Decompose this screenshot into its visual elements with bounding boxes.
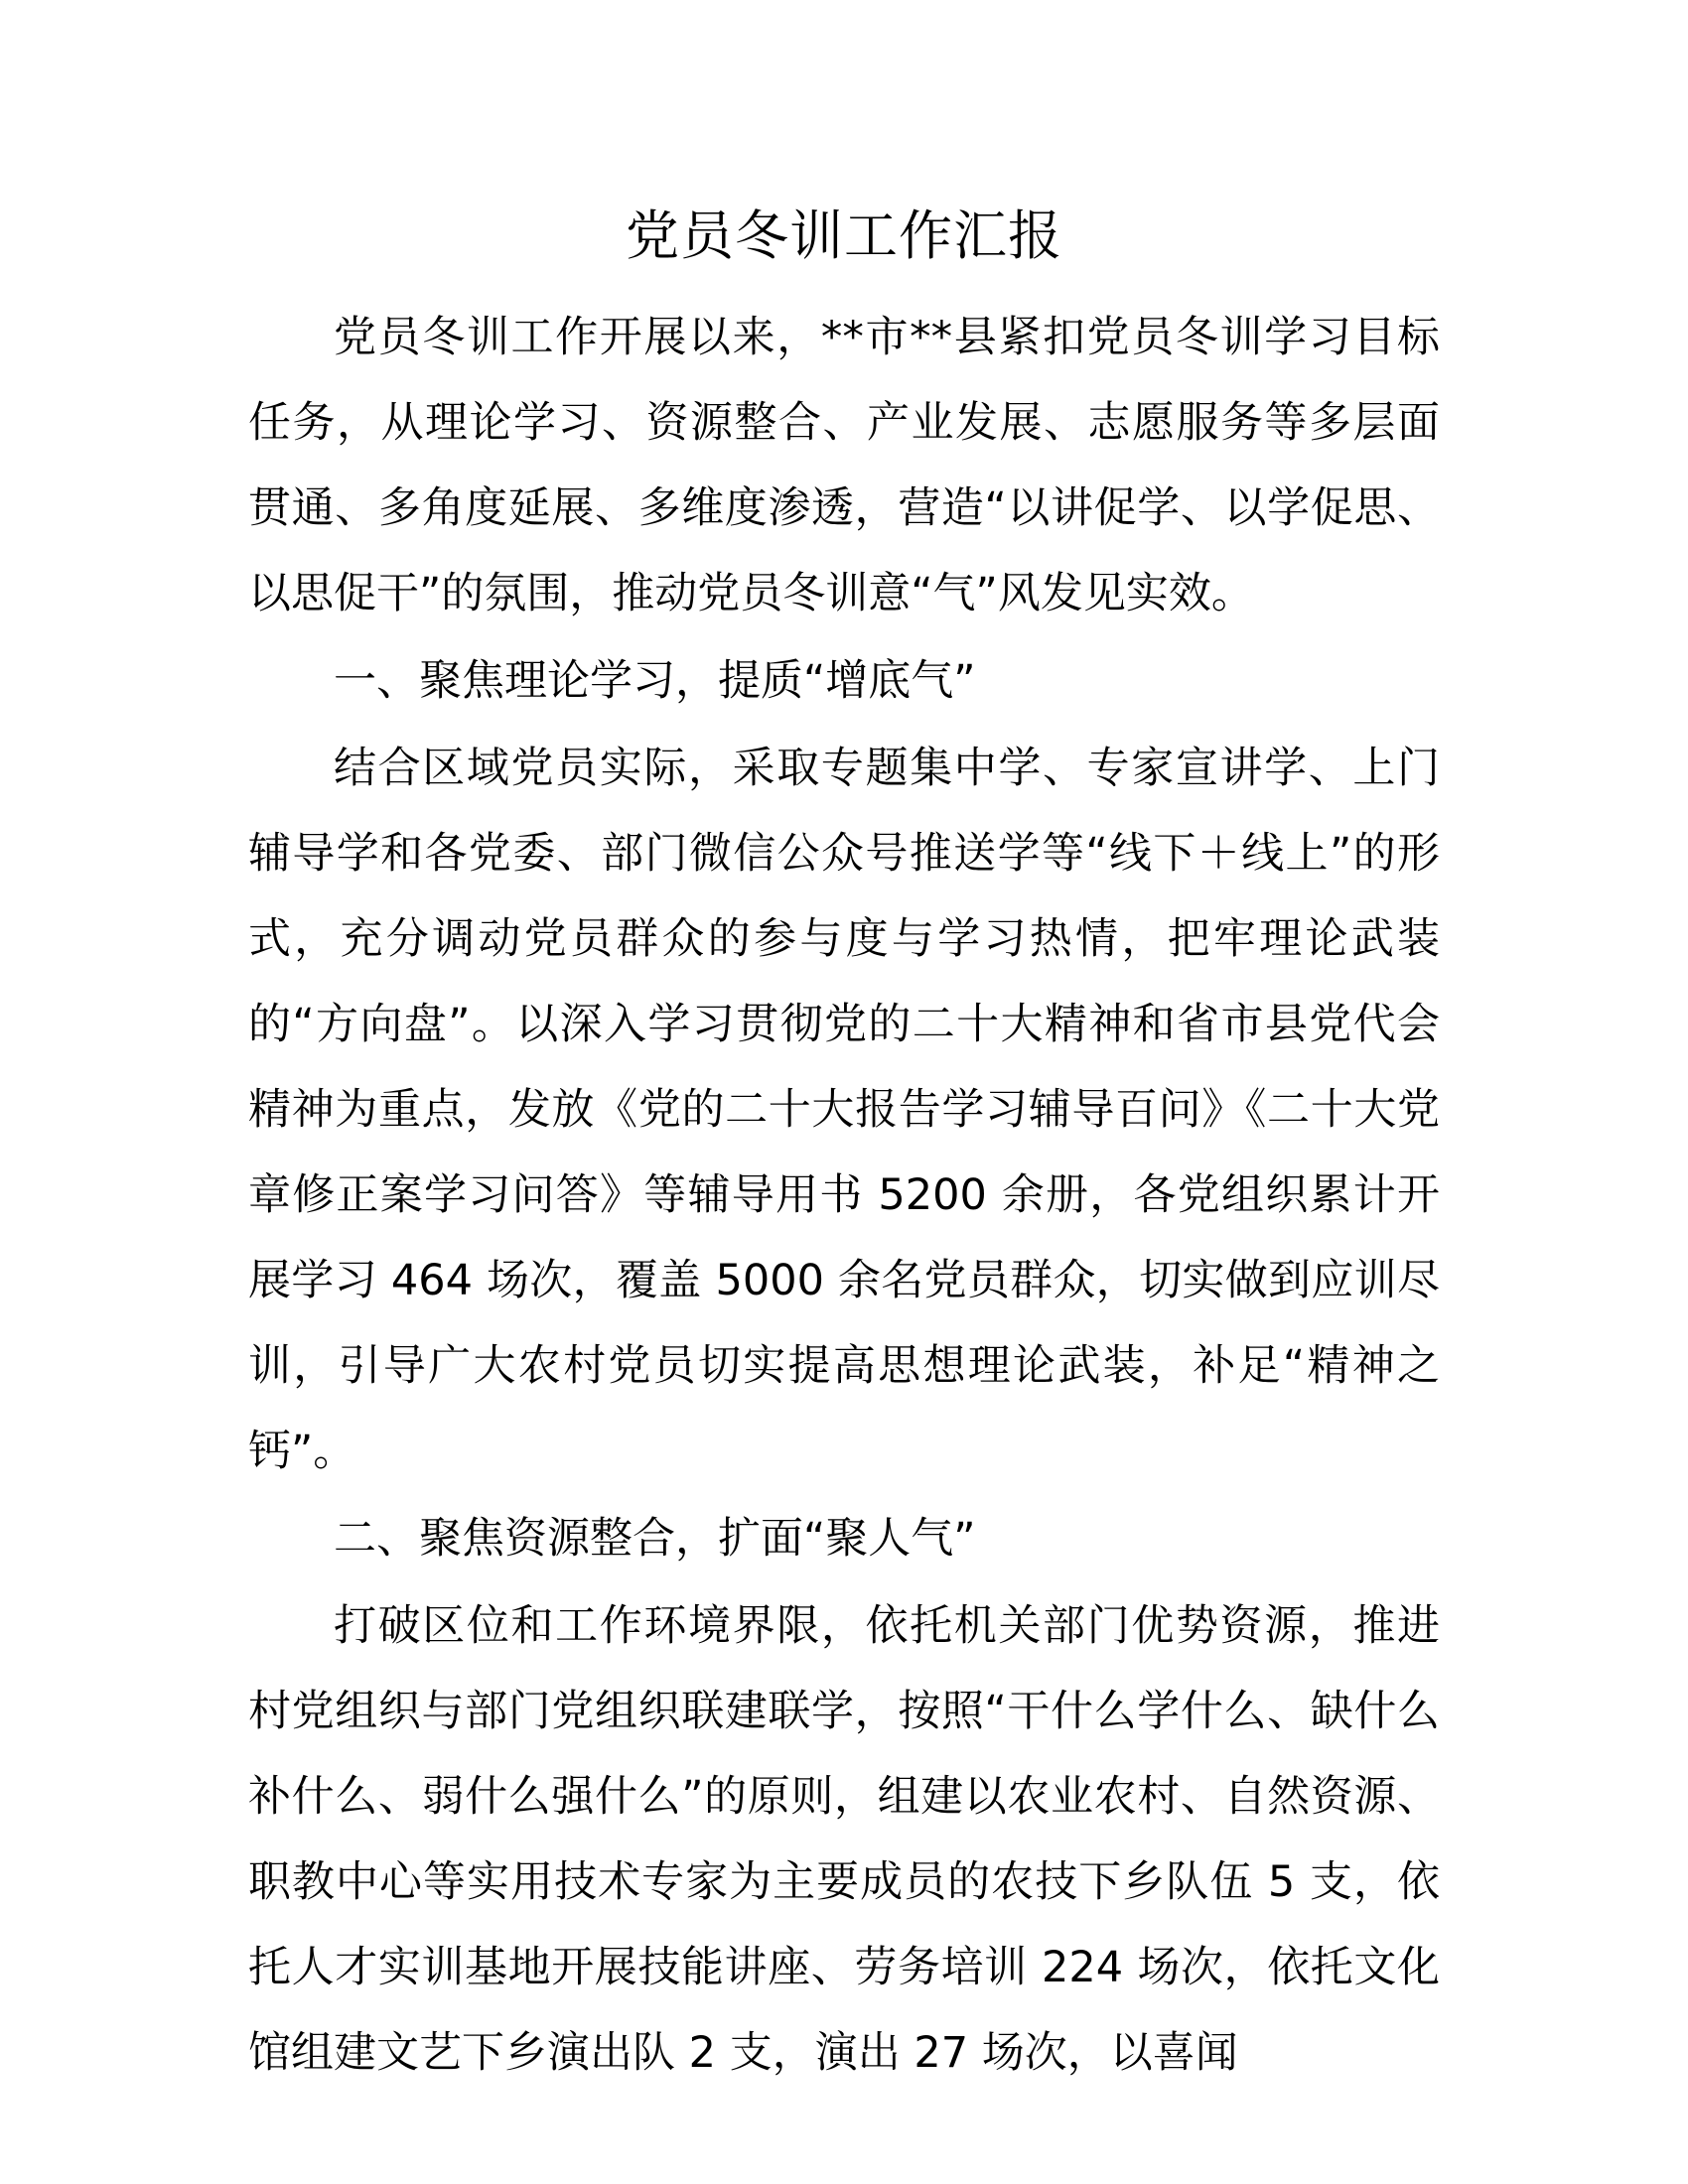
intro-paragraph: 党员冬训工作开展以来，**市**县紧扣党员冬训学习目标任务，从理论学习、资源整合、产业发展、志愿服务等多层面贯通、多角度延展、多维度渗透，营造“以讲促学、以学促思、以思促干”的氛围，推动党员冬训意“气”风发见实效。 [248, 313, 1440, 618]
section-body-1: 结合区域党员实际，采取专题集中学、专家宣讲学、上门辅导学和各党委、部门微信公众号推送学等“线下＋线上”的形式，充分调动党员群众的参与度与学习热情，把牢理论武装的“方向盘”。以深入学习贯彻党的二十大精神和省市县党代会精神为重点，发放《党的二十大报告学习辅导百问》《二十大党章修正案学习问答》等辅导用书 5200 余册，各党组织累计开展学习 464 场次，覆盖 5000 余名党员群众，切实做到应训尽训，引导广大农村党员切实提高思想理论武装，补足“精神之钙”。 [248, 744, 1440, 1476]
document-page [248, 0, 1440, 2184]
section-heading-2: 二、聚焦资源整合，扩面“聚人气” [334, 1514, 976, 1564]
document-title: 党员冬训工作汇报 [626, 205, 1062, 267]
section-heading-1: 一、聚焦理论学习，提质“增底气” [334, 656, 976, 706]
document-body [248, 295, 1440, 2098]
section-body-2: 打破区位和工作环境界限，依托机关部门优势资源，推进村党组织与部门党组织联建联学，按照“干什么学什么、缺什么补什么、弱什么强什么”的原则，组建以农业农村、自然资源、职教中心等实用技术专家为主要成员的农技下乡队伍 5 支，依托人才实训基地开展技能讲座、劳务培训 224 场次，依托文化馆组建文艺下乡演出队 2 支，演出 27 场次，以喜闻 [248, 1601, 1440, 2078]
